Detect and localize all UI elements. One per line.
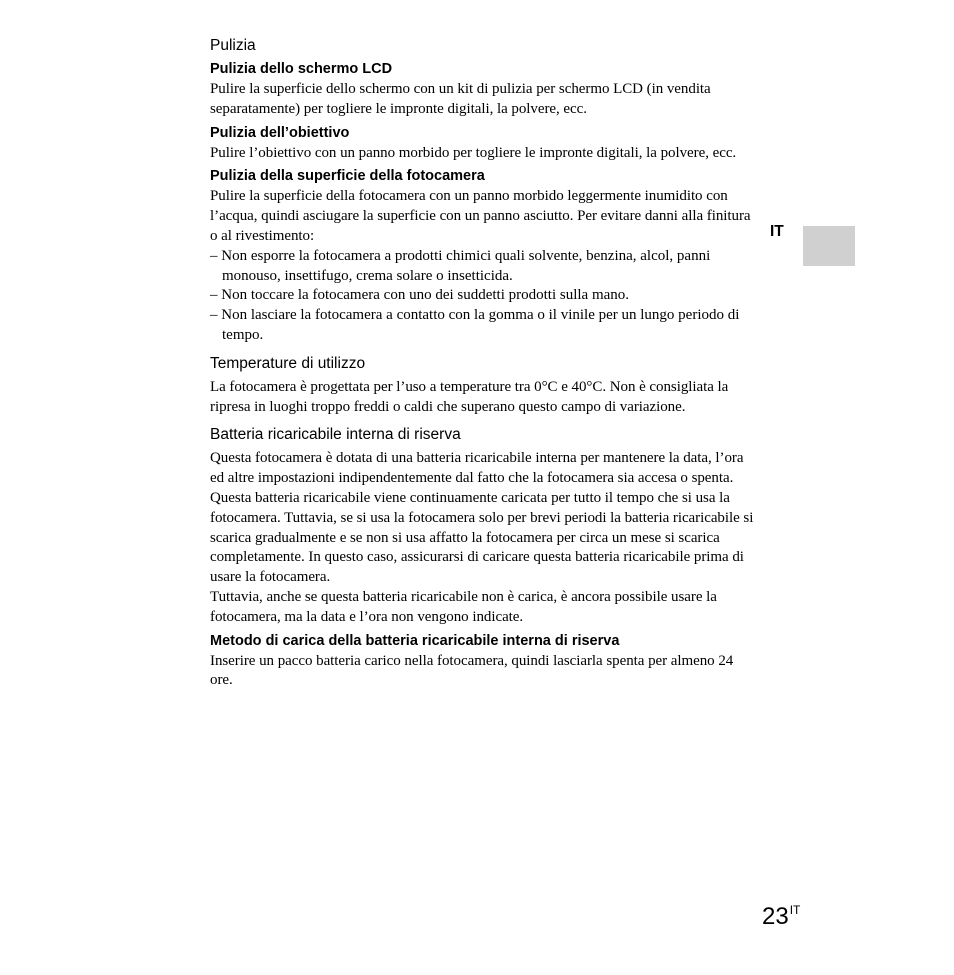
paragraph-temperature: La fotocamera è progettata per l’uso a temperature tra 0°C e 40°C. Non è consigliata la ripresa in luoghi troppo freddi o caldi che superano questo campo di variazione.: [210, 378, 729, 415]
page-number-value: 23: [762, 903, 789, 930]
section-title-temperature: Temperature di utilizzo: [210, 354, 366, 372]
subheading-lcd: Pulizia dello schermo LCD: [210, 61, 393, 77]
paragraph-batteria-3: Tuttavia, anche se questa batteria ricaricabile non è carica, è ancora possibile usare la fotocamera, ma la data e l’ora non vengono indicate.: [210, 588, 717, 625]
page-number: [762, 895, 800, 932]
section-title-pulizia: Pulizia: [210, 37, 256, 54]
language-tab-marker: [803, 226, 855, 266]
subheading-superficie: Pulizia della superficie della fotocamera: [210, 168, 485, 185]
paragraph-batteria-1: Questa fotocamera è dotata di una batteria ricaricabile interna per mantenere la data, l’ora ed altre impostazioni indipendentemente dal fatto che la fotocamera sia accesa o spenta.: [210, 450, 744, 487]
paragraph-metodo: Inserire un pacco batteria carico nella fotocamera, quindi lasciarla spenta per almeno 24 ore.: [210, 652, 734, 689]
section-title-batteria: Batteria ricaricabile interna di riserva: [210, 426, 461, 444]
bullet-item: – Non lasciare la fotocamera a contatto con la gomma o il vinile per un lungo periodo di tempo.: [210, 307, 740, 343]
bullet-item: – Non esporre la fotocamera a prodotti chimici quali solvente, benzina, alcol, panni monouso, insettifugo, crema solare o insetticida.: [210, 247, 711, 284]
page-content: [210, 36, 758, 691]
paragraph-lcd: Pulire la superficie dello schermo con un kit di pulizia per schermo LCD (in vendita separatamente) per togliere le impronte digitali, la polvere, ecc.: [210, 81, 711, 117]
page-number-suffix: IT: [789, 903, 801, 917]
paragraph-batteria-2: Questa batteria ricaricabile viene continuamente caricata per tutto il tempo che si usa la fotocamera. Tuttavia, se si usa la fotocamera solo per brevi periodi la batteria ricaricabile si scarica gradualmente e se non si usa affatto la fotocamera per circa un mese si scarica completamente. In questo caso, assicurarsi di caricare questa batteria ricaricabile prima di usare la fotocamera.: [210, 489, 754, 586]
language-label: IT: [770, 223, 784, 240]
paragraph-superficie: Pulire la superficie della fotocamera con un panno morbido leggermente inumidito con l’acqua, quindi asciugare la superficie con un panno asciutto. Per evitare danni alla finitura o al rivestimento:: [210, 188, 751, 244]
paragraph-obiettivo: Pulire l’obiettivo con un panno morbido per togliere le impronte digitali, la polvere, ecc.: [210, 144, 737, 161]
subheading-metodo: Metodo di carica della batteria ricaricabile interna di riserva: [210, 632, 620, 649]
bullet-item: – Non toccare la fotocamera con uno dei suddetti prodotti sulla mano.: [210, 287, 630, 304]
subheading-obiettivo: Pulizia dell’obiettivo: [210, 124, 350, 141]
